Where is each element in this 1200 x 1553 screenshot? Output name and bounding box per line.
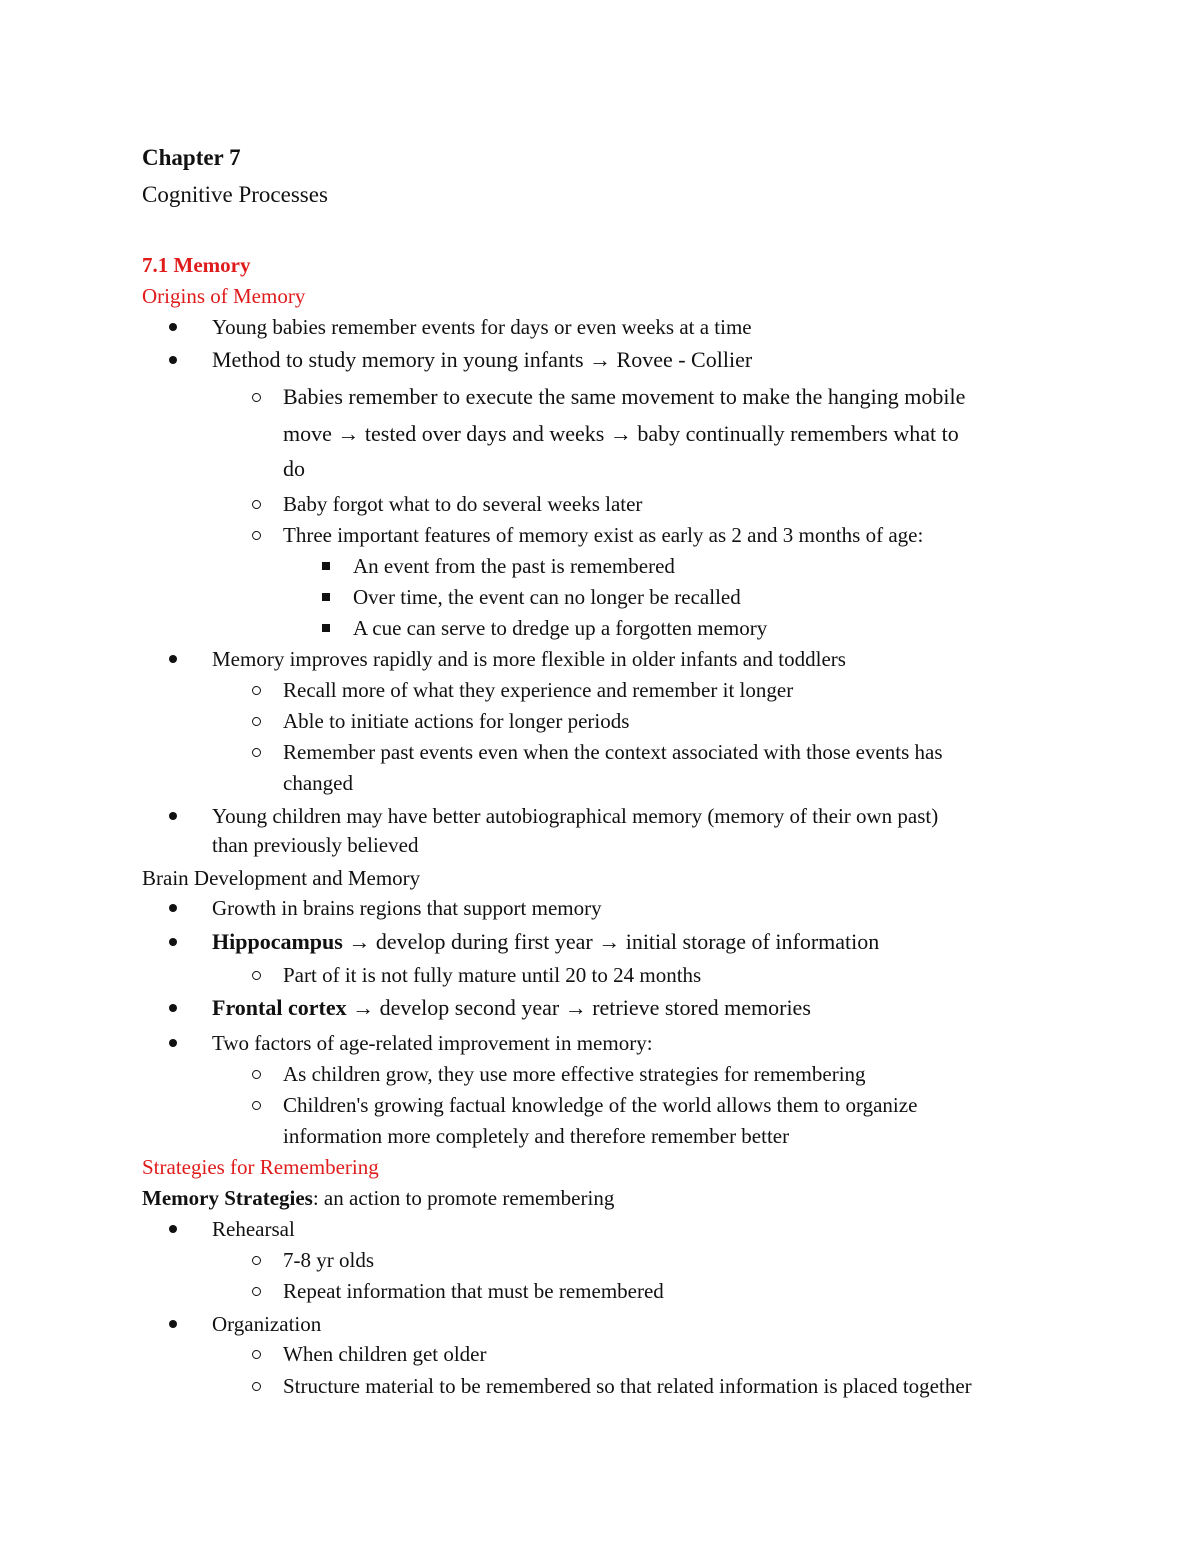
term-frontal-cortex: Frontal cortex: [212, 995, 347, 1020]
list-item: 7-8 yr olds: [283, 1248, 374, 1272]
sub-bullet-icon: [246, 491, 266, 517]
list-item: An event from the past is remembered: [353, 554, 675, 578]
bullet-icon: [163, 929, 183, 955]
list-item: Children's growing factual knowledge of the world allows them to organize: [283, 1093, 918, 1117]
square-bullet-icon: [316, 553, 336, 579]
list-item: Growth in brains regions that support memory: [212, 896, 602, 920]
chapter-title: Chapter 7: [142, 145, 241, 170]
sub-bullet-icon: [246, 1278, 266, 1304]
subheading-origins: Origins of Memory: [142, 284, 306, 308]
list-item: When children get older: [283, 1342, 487, 1366]
list-item: Babies remember to execute the same movement to make the hanging mobile: [283, 384, 966, 409]
list-item-continuation: move → tested over days and weeks → baby continually remembers what to: [283, 421, 959, 446]
bullet-icon: [163, 895, 183, 921]
sub-bullet-icon: [246, 708, 266, 734]
sub-bullet-icon: [246, 1341, 266, 1367]
subheading-brain: Brain Development and Memory: [142, 866, 421, 890]
bullet-icon: [163, 314, 183, 340]
sub-bullet-icon: [246, 739, 266, 765]
term-memory-strategies: Memory Strategies: [142, 1186, 313, 1210]
bullet-icon: [163, 1030, 183, 1056]
list-item: Organization: [212, 1312, 322, 1336]
list-item-continuation: changed: [283, 771, 353, 795]
definition-line: [142, 1185, 614, 1211]
list-item-text: → develop second year → retrieve stored memories: [346, 995, 811, 1020]
list-item: Young babies remember events for days or even weeks at a time: [212, 315, 752, 339]
sub-bullet-icon: [246, 522, 266, 548]
sub-bullet-icon: [246, 1061, 266, 1087]
list-item: Recall more of what they experience and remember it longer: [283, 678, 794, 702]
sub-bullet-icon: [246, 384, 266, 410]
list-item: Young children may have better autobiographical memory (memory of their own past): [212, 804, 939, 828]
list-item-continuation: do: [283, 456, 305, 481]
list-item: Memory improves rapidly and is more flexible in older infants and toddlers: [212, 647, 846, 671]
term-hippocampus: Hippocampus: [212, 929, 343, 954]
sub-bullet-icon: [246, 677, 266, 703]
section-heading: 7.1 Memory: [142, 253, 251, 277]
bullet-icon: [163, 803, 183, 829]
sub-bullet-icon: [246, 1373, 266, 1399]
list-item: [212, 929, 879, 955]
list-item: Part of it is not fully mature until 20 to 24 months: [283, 963, 702, 987]
sub-bullet-icon: [246, 962, 266, 988]
bullet-icon: [163, 995, 183, 1021]
list-item: Rehearsal: [212, 1217, 295, 1241]
subheading-strategies: Strategies for Remembering: [142, 1155, 379, 1179]
list-item: [212, 995, 811, 1021]
list-item: Structure material to be remembered so that related information is placed together: [283, 1374, 972, 1398]
sub-bullet-icon: [246, 1092, 266, 1118]
bullet-icon: [163, 646, 183, 672]
list-item: Remember past events even when the context associated with those events has: [283, 740, 943, 764]
square-bullet-icon: [316, 584, 336, 610]
list-item: As children grow, they use more effective strategies for remembering: [283, 1062, 866, 1086]
list-item-continuation: information more completely and therefore remember better: [283, 1124, 790, 1148]
bullet-icon: [163, 347, 183, 373]
list-item: Able to initiate actions for longer periods: [283, 709, 630, 733]
list-item: Repeat information that must be remembered: [283, 1279, 664, 1303]
list-item: A cue can serve to dredge up a forgotten memory: [353, 616, 768, 640]
list-item: Baby forgot what to do several weeks later: [283, 492, 643, 516]
list-item: Over time, the event can no longer be recalled: [353, 585, 741, 609]
list-item: Three important features of memory exist as early as 2 and 3 months of age:: [283, 523, 924, 547]
list-item-text: → develop during first year → initial storage of information: [342, 929, 880, 954]
list-item: Two factors of age-related improvement in memory:: [212, 1031, 653, 1055]
square-bullet-icon: [316, 615, 336, 641]
sub-bullet-icon: [246, 1247, 266, 1273]
definition-text: : an action to promote remembering: [312, 1186, 615, 1210]
chapter-subtitle: Cognitive Processes: [142, 182, 328, 207]
list-item: Method to study memory in young infants → Rovee - Collier: [212, 347, 753, 372]
bullet-icon: [163, 1216, 183, 1242]
list-item-continuation: than previously believed: [212, 833, 419, 857]
bullet-icon: [163, 1311, 183, 1337]
